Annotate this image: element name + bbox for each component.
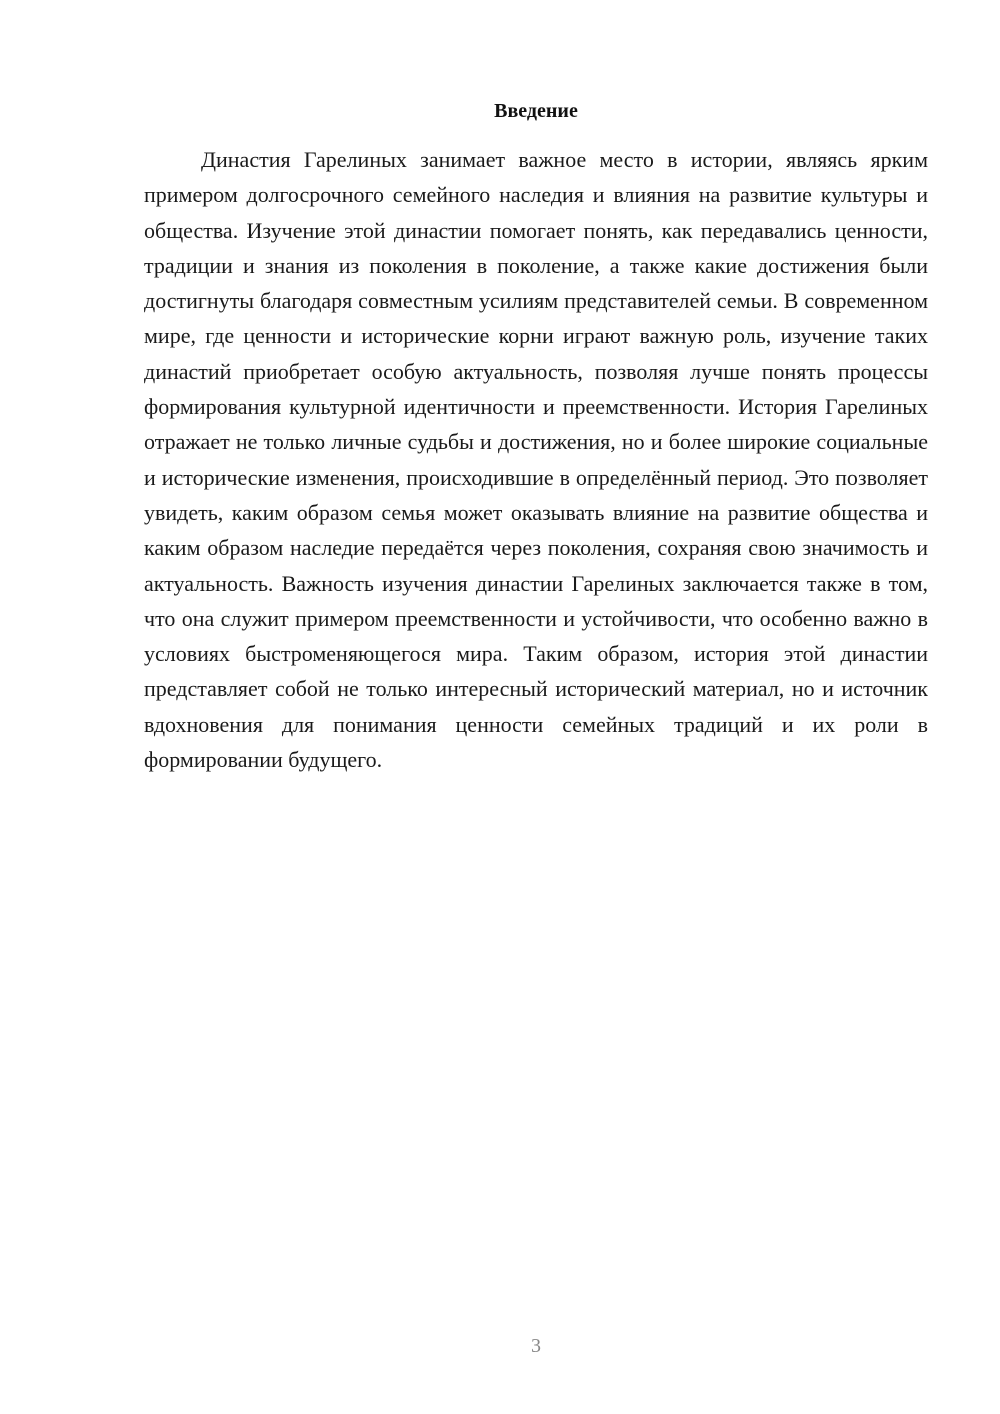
page-number: 3 (531, 1335, 541, 1357)
body-paragraph: Династия Гарелиных занимает важное место в истории, являясь ярким примером долгосрочного семейного наследия и влияния на развитие культуры и общества. Изучение этой династии помогает понять, как передавались ценности, традиции и знания из поколения в поколение, а также какие достижения были достигнуты благодаря совместным усилиям представителей семьи. В современном мире, где ценности и исторические корни играют важную роль, изучение таких династий приобретает особую актуальность, позволяя лучше понять процессы формирования культурной идентичности и преемственности. История Гарелиных отражает не только личные судьбы и достижения, но и более широкие социальные и исторические изменения, происходившие в определённый период. Это позволяет увидеть, каким образом семья может оказывать влияние на развитие общества и каким образом наследие передаётся через поколения, сохраняя свою значимость и актуальность. Важность изучения династии Гарелиных заключается также в том, что она служит примером преемственности и устойчивости, что особенно важно в условиях быстроменяющегося мира. Таким образом, история этой династии представляет собой не только интересный исторический материал, но и источник вдохновения для понимания ценности семейных традиций и их роли в формировании будущего. (144, 147, 928, 773)
section-heading: Введение (494, 100, 578, 122)
